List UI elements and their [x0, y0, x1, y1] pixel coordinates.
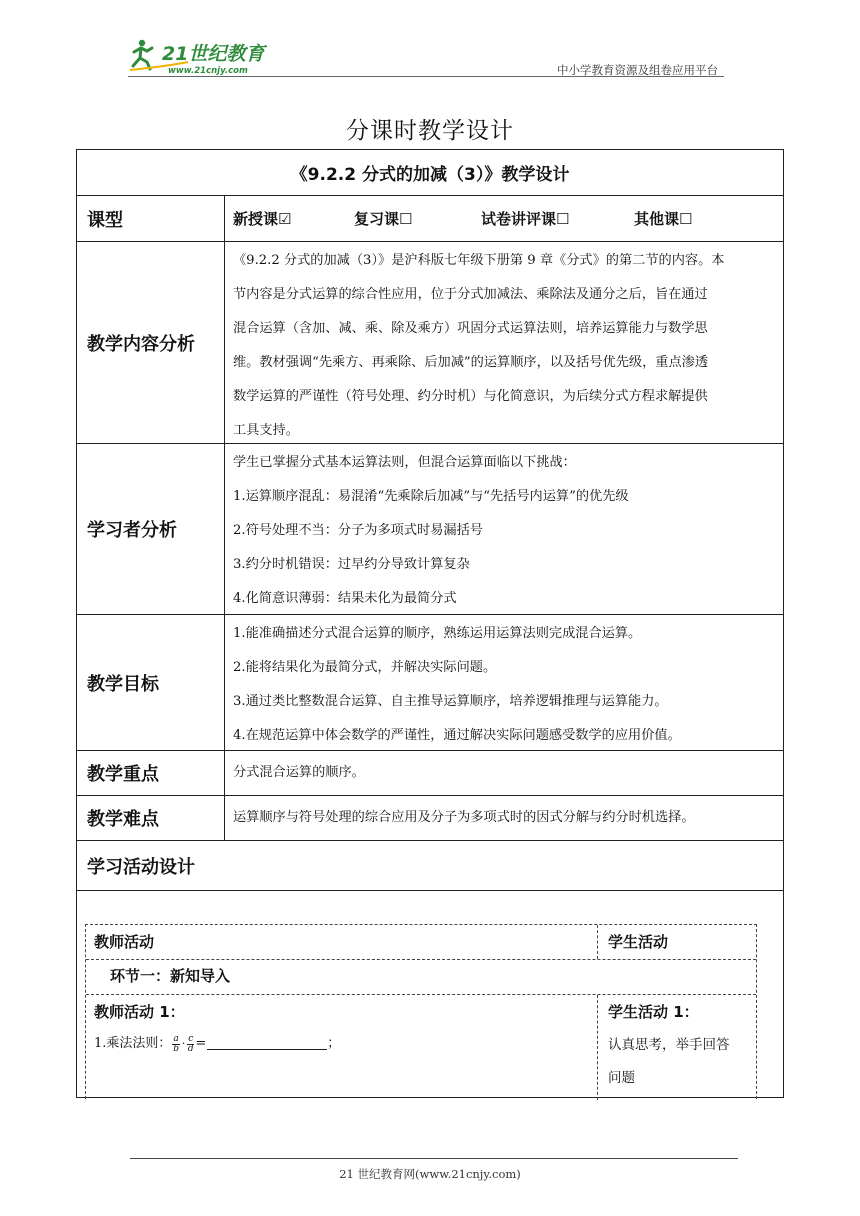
course-type-option-review: 复习课☐	[354, 209, 413, 228]
teacher-activity-column-header: 教师活动	[86, 925, 598, 959]
goals-line: 1.能准确描述分式混合运算的顺序，熟练运用运算法则完成混合运算。	[233, 626, 642, 641]
key-point-label: 教学重点	[77, 751, 225, 795]
table-title: 《9.2.2 分式的加减（3）》教学设计	[77, 150, 783, 196]
activity-design-row	[77, 891, 783, 1097]
student-activity-line: 问题	[608, 1070, 635, 1086]
answer-blank	[207, 1038, 327, 1050]
content-analysis-line: 节内容是分式运算的综合性应用，位于分式加减法、乘除法及通分之后，旨在通过	[233, 287, 708, 302]
student-activity-line: 认真思考，举手回答	[608, 1037, 730, 1053]
multiplication-rule-line	[94, 1029, 597, 1059]
learner-analysis-text	[225, 444, 783, 614]
course-type-option-other: 其他课☐	[634, 209, 693, 228]
goals-line: 3.通过类比整数混合运算、自主推导运算顺序，培养逻辑推理与运算能力。	[233, 694, 668, 709]
learner-analysis-line: 4.化简意识薄弱：结果未化为最简分式	[233, 591, 457, 606]
key-point-row	[77, 751, 783, 796]
activity-row	[86, 995, 756, 1100]
learner-analysis-line: 2.符号处理不当：分子为多项式时易漏括号	[233, 523, 483, 538]
content-analysis-line: 工具支持。	[233, 423, 299, 438]
header-divider	[128, 76, 724, 77]
activity-header-row	[86, 925, 756, 960]
goals-line: 2.能将结果化为最简分式，并解决实际问题。	[233, 660, 497, 675]
content-analysis-line: 混合运算（含加、减、乘、除及乘方）巩固分式运算法则，培养运算能力与数学思	[233, 321, 708, 336]
difficulty-text: 运算顺序与符号处理的综合应用及分子为多项式时的因式分解与约分时机选择。	[233, 810, 695, 825]
footer-text: 21 世纪教育网(www.21cnjy.com)	[339, 1167, 521, 1181]
content-analysis-label: 教学内容分析	[77, 242, 225, 443]
stage-heading: 环节一：新知导入	[86, 960, 756, 995]
site-logo	[128, 36, 288, 76]
learner-analysis-row	[77, 444, 783, 615]
student-activity-cell	[598, 995, 756, 1100]
course-type-label: 课型	[77, 196, 225, 241]
page-header	[128, 32, 724, 78]
key-point-text: 分式混合运算的顺序。	[233, 765, 365, 780]
student-activity-column-header: 学生活动	[608, 933, 669, 951]
lesson-plan-table	[76, 149, 784, 1098]
activity-table	[85, 924, 757, 1099]
student-activity-title: 学生活动 1：	[608, 1003, 699, 1021]
learner-analysis-line: 学生已掌握分式基本运算法则，但混合运算面临以下挑战：	[233, 455, 576, 470]
goals-label: 教学目标	[77, 615, 225, 750]
course-type-options	[225, 196, 783, 241]
content-analysis-line: 数学运算的严谨性（符号处理、约分时机）与化简意识，为后续分式方程求解提供	[233, 389, 708, 404]
goals-text	[225, 615, 783, 750]
difficulty-row	[77, 796, 783, 841]
content-analysis-line: 《9.2.2 分式的加减（3）》是沪科版七年级下册第 9 章《分式》的第二节的内容。本	[233, 253, 725, 268]
equals-sign: =	[195, 1036, 207, 1051]
goals-row	[77, 615, 783, 751]
learner-analysis-line: 3.约分时机错误：过早约分导致计算复杂	[233, 557, 470, 572]
logo-text: 21世纪教育	[162, 43, 265, 65]
goals-line: 4.在规范运算中体会数学的严谨性，通过解决实际问题感受数学的应用价值。	[233, 728, 681, 743]
logo-url: www.21cnjy.com	[168, 66, 248, 76]
course-type-row	[77, 196, 783, 242]
difficulty-label: 教学难点	[77, 796, 225, 840]
formula-end: ；	[327, 1036, 341, 1051]
header-tagline: 中小学教育资源及组卷应用平台	[557, 63, 718, 77]
learner-analysis-label: 学习者分析	[77, 444, 225, 614]
activity-design-heading: 学习活动设计	[77, 841, 783, 891]
fraction-c-over-d: $\frac{c}{d}$	[187, 1033, 194, 1054]
content-analysis-row	[77, 242, 783, 444]
teacher-activity-cell	[86, 995, 598, 1100]
course-type-option-exam: 试卷讲评课☐	[481, 209, 570, 228]
formula-prefix: 1.乘法法则：	[94, 1036, 172, 1051]
document-title: 分课时教学设计	[346, 118, 514, 144]
teacher-activity-title: 教师活动 1：	[94, 1003, 185, 1021]
footer-divider	[130, 1158, 738, 1159]
content-analysis-text	[225, 242, 783, 443]
content-analysis-line: 维。教材强调“先乘方、再乘除、后加减”的运算顺序，以及括号优先级，重点渗透	[233, 355, 709, 370]
course-type-option-new: 新授课☑	[233, 209, 292, 228]
multiply-dot: ·	[181, 1037, 186, 1050]
fraction-a-over-b: $\frac{a}{b}$	[173, 1033, 179, 1054]
learner-analysis-line: 1.运算顺序混乱：易混淆“先乘除后加减”与“先括号内运算”的优先级	[233, 489, 629, 504]
